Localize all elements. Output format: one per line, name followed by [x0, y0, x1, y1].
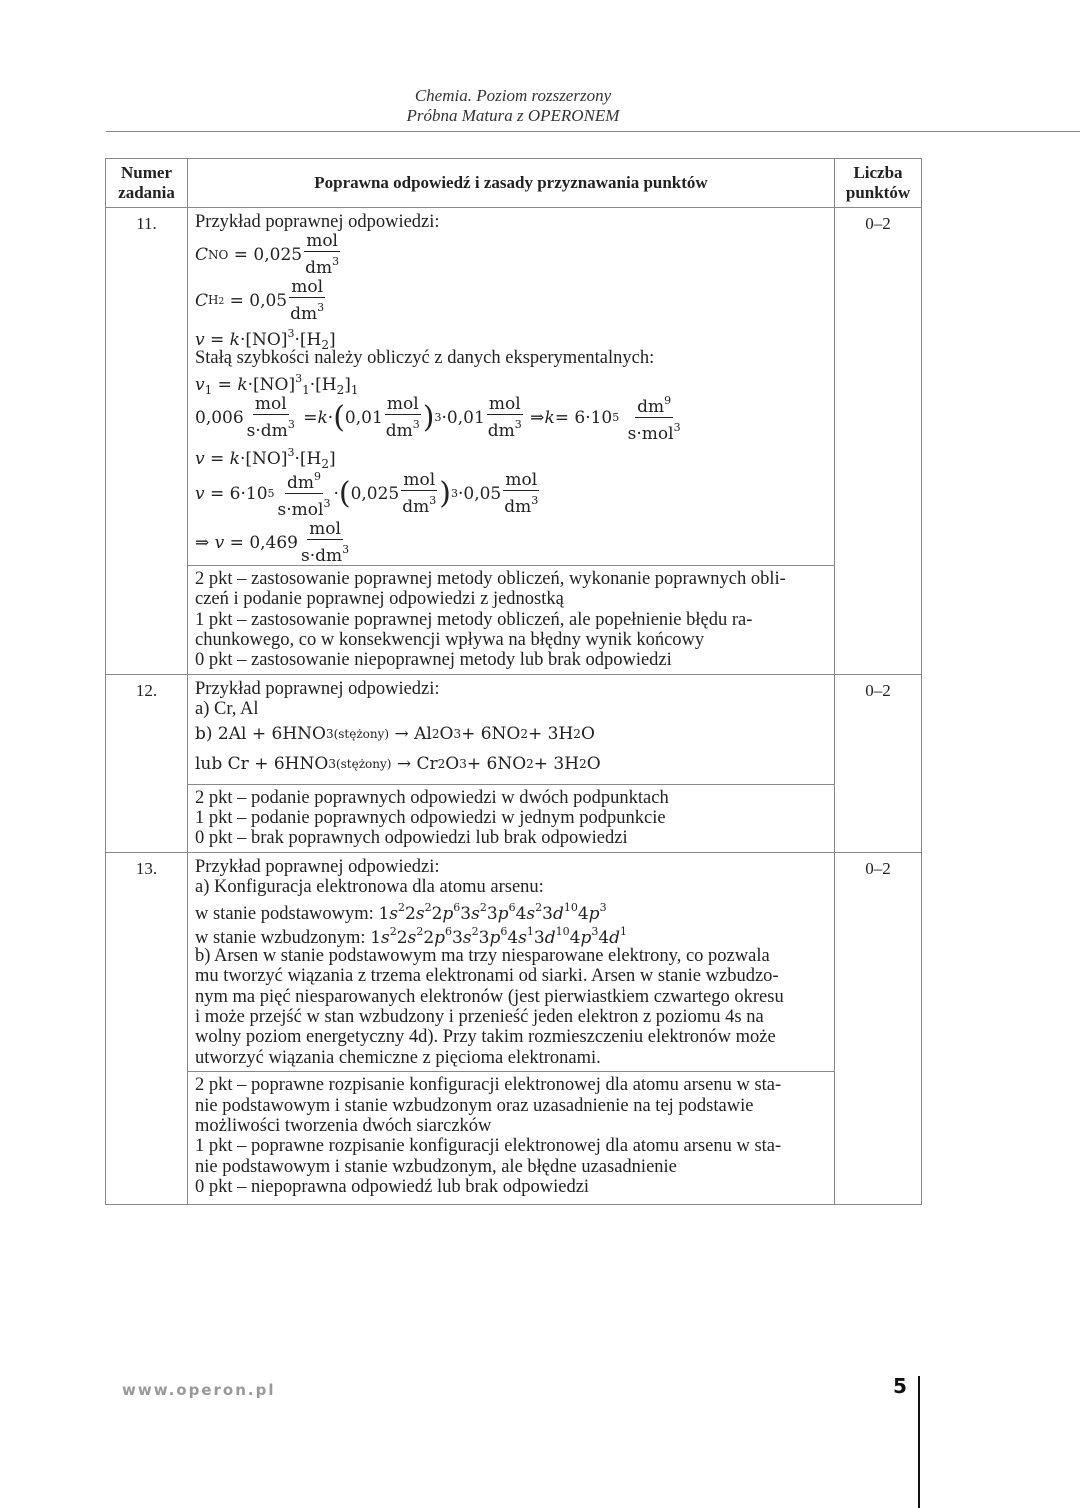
scoring-line: 0 pkt – zastosowanie niepoprawnej metody lub brak odpowiedzi: [195, 650, 672, 671]
answer-intro: Przykład poprawnej odpowiedzi:: [195, 212, 440, 232]
scoring-line: możliwości tworzenia dwóch siarczków: [195, 1115, 492, 1136]
scoring-line: nie podstawowym i stanie wzbudzonym, ale błędne uzasadnienie: [195, 1156, 677, 1177]
col-header-number: Numer zadania: [106, 159, 188, 208]
task-13-scoring: [188, 1072, 835, 1204]
col-header-points: Liczba punktów: [835, 159, 922, 208]
scoring-line: 1 pkt – podanie poprawnych odpowiedzi w jednym podpunkcie: [195, 808, 666, 829]
task-11-answer-row: [106, 208, 922, 566]
task-13-scoring-row: [106, 1072, 922, 1204]
formula-c-h2: C H2 = 0,05 $\frac{\text{mol}}{dm^3}$: [195, 277, 325, 325]
answer-part-b: mu tworzyć wiązania z trzema elektronami od siarki. Arsen w stanie wzbudzo-: [195, 966, 779, 987]
page-number-rule: [918, 1376, 920, 1508]
answer-part-b: b) Arsen w stanie podstawowym ma trzy niesparowane elektrony, co pozwala: [195, 945, 770, 966]
task-11-scoring-row: [106, 565, 922, 674]
scoring-line: 2 pkt – podanie poprawnych odpowiedzi w dwóch podpunktach: [195, 787, 669, 808]
col-header-answer: Poprawna odpowiedź i zasady przyznawania punktów: [188, 159, 835, 208]
formula-rate-result: ⇒ v = 0,469 $\frac{\text{mol}}{s\cdot dm^3}$: [195, 518, 350, 566]
task-12-answer: [188, 674, 835, 784]
scoring-line: 2 pkt – zastosowanie poprawnej metody obliczeń, wykonanie poprawnych obli-: [195, 568, 786, 589]
task-number: 11.: [106, 208, 188, 675]
rate-constant-note: Stałą szybkości należy obliczyć z danych eksperymentalnych:: [195, 348, 655, 369]
answer-part-b: wolny poziom energetyczny 4d). Przy takim rozmieszczeniu elektronów może: [195, 1027, 776, 1048]
answer-part-b: nym ma pięć niesparowanych elektronów (jest pierwiastkiem czwartego okresu: [195, 986, 784, 1007]
config-label: w stanie podstawowym:: [195, 903, 374, 924]
task-points: 0–2: [835, 852, 922, 1204]
scoring-line: chunkowego, co w konsekwencji wpływa na błędny wynik końcowy: [195, 630, 705, 651]
answer-part-b: utworzyć wiązania chemiczne z pięcioma elektronami.: [195, 1047, 601, 1068]
task-13-answer: [188, 852, 835, 1071]
header-divider: [106, 131, 1080, 132]
task-11-answer: [188, 208, 835, 566]
formula-rate-law-2: $v = k\cdot[NO]^3\cdot[H_2]$: [195, 445, 336, 471]
table-header-row: [106, 159, 922, 208]
scoring-line: 0 pkt – niepoprawna odpowiedź lub brak odpowiedzi: [195, 1177, 590, 1198]
header-subject: Chemia. Poziom rozszerzony: [414, 86, 612, 105]
page-number: 5: [893, 1374, 907, 1398]
scoring-line: nie podstawowym i stanie wzbudzonym oraz uzasadnienie na tej podstawie: [195, 1095, 754, 1116]
task-number: 12.: [106, 674, 188, 852]
answer-key-table: [105, 158, 922, 1205]
formula-rate-law-1: $v_1 = k\cdot[NO]^3_1\cdot[H_2]_1$: [195, 371, 359, 397]
formula-rate-law: $v = k\cdot[NO]^3\cdot[H_2]$: [195, 327, 336, 353]
scoring-line: 1 pkt – poprawne rozpisanie konfiguracji elektronowej dla atomu arsenu w sta-: [195, 1136, 782, 1157]
task-13-answer-row: [106, 852, 922, 1071]
answer-part-a: a) Konfiguracja elektronowa dla atomu arsenu:: [195, 877, 544, 898]
header-exam: Próbna Matura z OPERONEM: [406, 106, 620, 125]
formula-c-no: C NO = 0,025 $\frac{\text{mol}}{dm^3}$: [195, 231, 340, 279]
config-label: w stanie wzbudzonym:: [195, 927, 366, 948]
scoring-line: czeń i podanie poprawnej odpowiedzi z jednostką: [195, 589, 564, 610]
page-header: [0, 86, 1026, 126]
answer-part-a: a) Cr, Al: [195, 699, 259, 720]
config-ground-state: w stanie podstawowym: $1s^22s^22p^63s^23p^64s^23d^{10}4p^3$: [195, 900, 607, 924]
formula-rate-substitution: v = 6·10 5 $\frac{dm^9}{s\cdot mol^3}$ · ( 0,025 $\frac{\text{mol}}{dm^3}$ ) 3 ·0,05 $\frac{\text{mol}}{dm^3}$: [195, 467, 826, 521]
scoring-line: 0 pkt – brak poprawnych odpowiedzi lub brak odpowiedzi: [195, 828, 628, 849]
task-12-scoring: [188, 784, 835, 852]
task-11-scoring: [188, 565, 835, 674]
answer-intro: Przykład poprawnej odpowiedzi:: [195, 678, 440, 699]
publisher-url[interactable]: www.operon.pl: [122, 1381, 276, 1399]
formula-rate-constant: 0,006 $\frac{\text{mol}}{s\cdot dm^3}$ = k · ( 0,01 $\frac{\text{mol}}{dm^3}$ ) 3 ·0,01 $\frac{\text{mol}}{dm^3}$ ⇒ k = 6·10 5 $\frac{dm^9}{s\cdot mol^3}$: [195, 393, 826, 443]
scoring-line: 2 pkt – poprawne rozpisanie konfiguracji elektronowej dla atomu arsenu w sta-: [195, 1075, 782, 1096]
task-number: 13.: [106, 852, 188, 1204]
answer-part-b: i może przejść w stan wzbudzony i przenieść jeden elektron z poziomu 4s na: [195, 1006, 764, 1027]
config-excited-state: w stanie wzbudzonym: $1s^22s^22p^63s^23p^64s^13d^{10}4p^34d^1$: [195, 924, 628, 948]
reaction-aluminium: b) 2Al + 6HNO 3(stężony) → Al 2 O 3 + 6NO 2 + 3H 2 O: [195, 724, 595, 745]
answer-intro: Przykład poprawnej odpowiedzi:: [195, 856, 440, 877]
task-12-scoring-row: [106, 784, 922, 852]
task-12-answer-row: [106, 674, 922, 784]
task-points: 0–2: [835, 674, 922, 852]
reaction-chromium: lub Cr + 6HNO 3(stężony) → Cr 2 O 3 + 6NO 2 + 3H 2 O: [195, 754, 601, 775]
task-points: 0–2: [835, 208, 922, 675]
scoring-line: 1 pkt – zastosowanie poprawnej metody obliczeń, ale popełnienie błędu ra-: [195, 609, 753, 630]
